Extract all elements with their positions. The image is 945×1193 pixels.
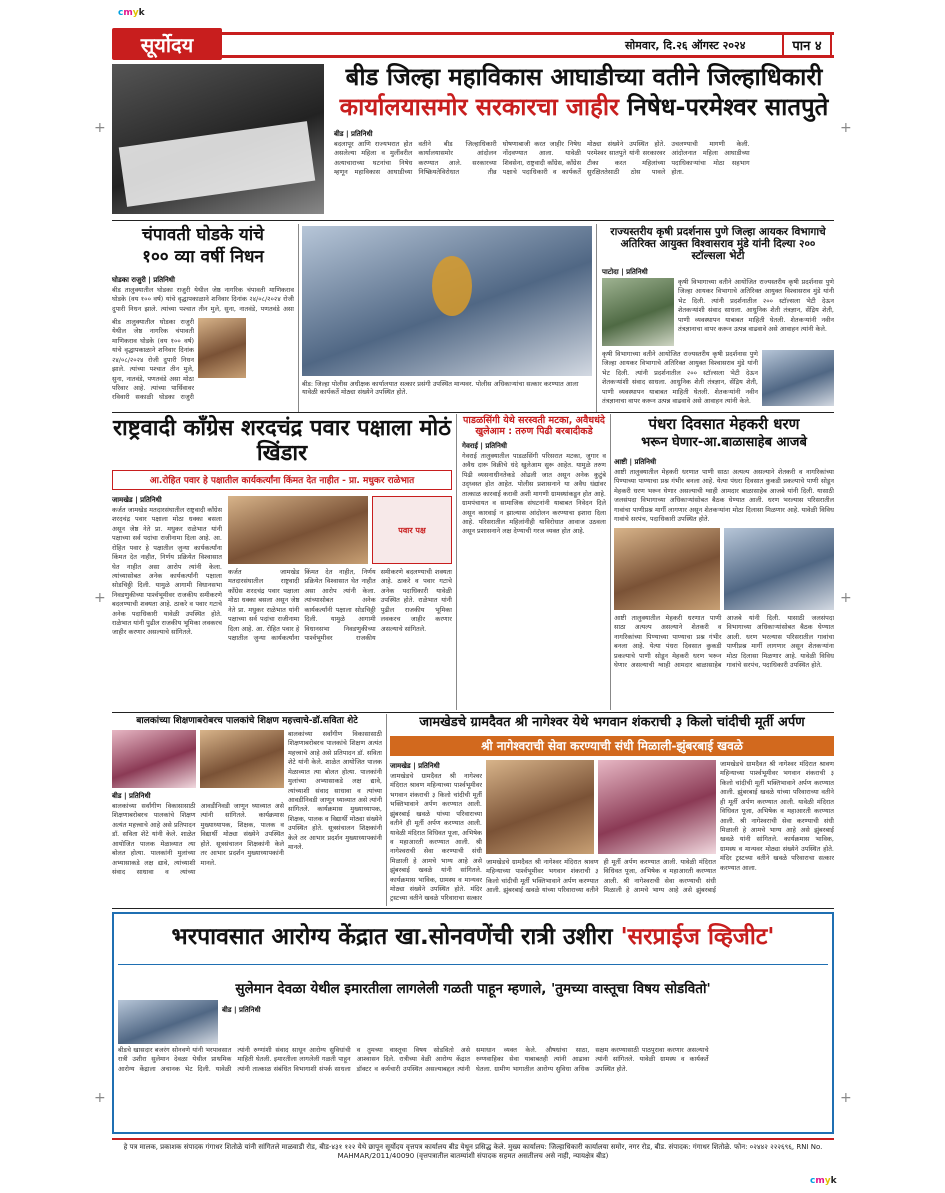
obituary-portrait — [198, 318, 246, 378]
education-headline: बालकांच्या शिक्षणाबरोबरच पालकांचे शिक्षण महत्त्वाचे-डॉ.सविता शेटे — [136, 716, 358, 726]
ncp-meeting-photo — [228, 496, 368, 564]
saraswati-headline: पाडळसिंगी येथे सरस्वती मटका, अवैधधंदे खुलेआम : तरुण पिढी बरबादीकडे — [463, 415, 605, 437]
lead-headline-line2 — [334, 94, 834, 122]
divider — [118, 964, 828, 965]
temple-body-col3: जामखेडचे ग्रामदैवत श्री नागेश्वर मंदिरात श्रावण महिन्याच्या पार्श्वभूमीवर भगवान शंकराची ३ किलो चांदीची मूर्ती भक्तिभावाने अर्पण करण्यात आली. झुंबरबाई खवळे यांच्या परिवाराच्या वतीने ही मूर्ती अर्पण करण्यात आली. यावेळी मंदिरात विधिवत पूजा, अभिषेक व महाआरती करण्यात आली. श्री नागेश्वराची सेवा करण्याची संधी मिळाली हे आमचे भाग्य आहे असे झुंबरबाई खवळे यांनी सांगितले. कार्यक्रमास भाविक, ग्रामस्थ व मान्यवर मोठ्या संख्येने उपस्थित होते. मंदिर ट्रस्टच्या वतीने खवळे परिवाराचा सत्कार करण्यात आला. — [720, 760, 834, 872]
center-felicitation-photo — [302, 226, 592, 376]
dam-body: आष्टी तालुक्यातील मेहकरी धरणात पाणी साठा अत्यल्प असल्याने शेतकरी व नागरिकांच्या पिण्याच्या पाण्याचा प्रश्न गंभीर बनला आहे. येत्या पंधरा दिवसात कुकडी प्रकल्पाचे पाणी सोडून मेहकरी धरण भरून घेणार असल्याची ग्वाही आमदार बाळासाहेब आजबे यांनी दिली. यासाठी जलसंपदा विभागाच्या अधिकाऱ्यांसोबत बैठक घेण्यात आली. धरण भरल्यास परिसरातील गावांचा पाणीप्रश्न मार्गी लागणार असून शेतकऱ्यांना मोठा दिलासा मिळणार आहे. यावेळी विविध गावांचे सरपंच, पदाधिकारी उपस्थित होते. — [614, 614, 834, 670]
education-photo-1 — [112, 730, 196, 788]
agri-byline: पाटोदा | प्रतिनिधी — [602, 268, 648, 276]
registration-mark-left-bottom: + — [94, 1090, 106, 1106]
ncp-body-col1: कर्जत जामखेड मतदारसंघातील राष्ट्रवादी काँग्रेस शरदचंद्र पवार पक्षाला मोठा धक्का बसला असून जेष्ठ नेते प्रा. मधुकर राळेभात यांनी पक्षाच्या सर्व पदांचा राजीनामा दिला आहे. आ. रोहित पवार हे पक्षातील जुन्या कार्यकर्त्यांना किंमत देत नाहीत, निर्णय प्रक्रियेत विश्वासात घेत नाहीत असा आरोप त्यांनी केला. त्यांच्यासोबत अनेक कार्यकर्त्यांनी पक्षाला सोडचिठ्ठी दिली. यामुळे आगामी विधानसभा निवडणुकीच्या पार्श्वभूमीवर राजकीय समीकरणे बदलण्याची शक्यता आहे. ठाकरे व पवार गटाचे अनेक पदाधिकारी यावेळी उपस्थित होते. राळेभात यांनी पुढील राजकीय भूमिका लवकरच जाहीर करणार असल्याचे सांगितले. — [112, 506, 222, 637]
column-rule — [610, 414, 611, 710]
ncp-body-col2: कर्जत जामखेड मतदारसंघातील राष्ट्रवादी काँग्रेस शरदचंद्र पवार पक्षाला मोठा धक्का बसला असून जेष्ठ नेते प्रा. मधुकर राळेभात यांनी पक्षाच्या सर्व पदांचा राजीनामा दिला आहे. आ. रोहित पवार हे पक्षातील जुन्या कार्यकर्त्यांना किंमत देत नाहीत, निर्णय प्रक्रियेत विश्वासात घेत नाहीत असा आरोप त्यांनी केला. त्यांच्यासोबत अनेक कार्यकर्त्यांनी पक्षाला सोडचिठ्ठी दिली. यामुळे आगामी विधानसभा निवडणुकीच्या पार्श्वभूमीवर राजकीय समीकरणे बदलण्याची शक्यता आहे. ठाकरे व पवार गटाचे अनेक पदाधिकारी यावेळी उपस्थित होते. राळेभात यांनी पुढील राजकीय भूमिका लवकरच जाहीर करणार असल्याचे सांगितले. — [228, 568, 452, 642]
obituary-byline: घोडका राजुरी | प्रतिनिधी — [112, 276, 175, 284]
registration-mark-right-bottom: + — [840, 1090, 852, 1106]
column-rule — [456, 414, 457, 710]
dam-headline-line2: भरून घेणार-आ.बाळासाहेब आजबे — [641, 435, 807, 450]
temple-headline: जामखेडचे ग्रामदैवत श्री नागेश्वर येथे भगवान शंकराची ३ किलो चांदीची मूर्ती अर्पण — [419, 715, 805, 730]
center-photo-caption: बीड: जिल्हा पोलीस अधीक्षक कार्यालयात सत्कार प्रसंगी उपस्थित मान्यवर. पोलीस अधिकाऱ्यांचा सत्कार करण्यात आला यावेळी कार्यकर्ते मोठ्या संख्येने उपस्थित होते. — [302, 380, 579, 397]
health-body: बीडचे खासदार बजरंग सोनवणे यांनी भरपावसात रात्री उशीरा सुलेमान देवळा येथील प्राथमिक आरोग्य केंद्राला अचानक भेट दिली. यावेळी त्यांनी रुग्णांशी संवाद साधून आरोग्य सुविधांची माहिती घेतली. इमारतीला लागलेली गळती पाहून त्यांनी तात्काळ संबंधित विभागाशी संपर्क साधला व तुमच्या वास्तूचा विषय सोडवितो असे आश्वासन दिले. रात्रीच्या वेळी आरोग्य केंद्रात डॉक्टर व कर्मचारी उपस्थित असल्याबद्दल त्यांनी समाधान व्यक्त केले. औषधांचा साठा, रुग्णवाहिका सेवा याबाबतही त्यांनी आढावा घेतला. ग्रामीण भागातील आरोग्य सुविधा अधिक सक्षम करण्यासाठी पाठपुरावा करणार असल्याचे त्यांनी सांगितले. यावेळी ग्रामस्थ व कार्यकर्ते उपस्थित होते. — [118, 1046, 709, 1073]
obituary-body-top: बीड तालुक्यातील घोडका राजुरी येथील जेष्ठ नागरिक चंपावती माणिकराव घोडके (वय १०० वर्ष) यांचे वृद्धापकाळाने शनिवार दिनांक २४/०८/२०२४ रोजी दुपारी निधन झाले. त्यांच्या पश्चात तीन मुले, सुना, नातवंडे, पणतवंडे असा — [112, 286, 294, 313]
lead-body: बदलापूर आणि राज्यभरात होत असलेल्या महिला व मुलींवरील अत्याचाराच्या घटनांचा निषेध म्हणून महाविकास आघाडीच्या वतीने बीड जिल्हाधिकारी कार्यालयासमोर आंदोलन करण्यात आले. सरकारच्या निष्क्रियतेविरोधात तीव्र घोषणाबाजी करत जाहीर निषेध नोंदवण्यात आला. यावेळी शिवसेना, राष्ट्रवादी काँग्रेस, काँग्रेस पक्षाचे पदाधिकारी व कार्यकर्ते मोठ्या संख्येने उपस्थित होते. परमेश्वर सातपुते यांनी सरकारवर टीका करत महिलांच्या सुरक्षिततेसाठी ठोस पावले उचलण्याची मागणी केली. आंदोलनात महिला आघाडीच्या पदाधिकाऱ्यांचा मोठा सहभाग होता. — [334, 140, 750, 177]
temple-body-col2: जामखेडचे ग्रामदैवत श्री नागेश्वर मंदिरात श्रावण महिन्याच्या पार्श्वभूमीवर भगवान शंकराची ३ किलो चांदीची मूर्ती भक्तिभावाने अर्पण करण्यात आली. झुंबरबाई खवळे यांच्या परिवाराच्या वतीने ही मूर्ती अर्पण करण्यात आली. यावेळी मंदिरात विधिवत पूजा, अभिषेक व महाआरती करण्यात आली. श्री नागेश्वराची सेवा करण्याची संधी मिळाली हे आमचे भाग्य आहे असे झुंबरबाई — [486, 858, 716, 895]
health-headline — [118, 924, 828, 950]
temple-byline: जामखेड | प्रतिनिधी — [390, 762, 440, 770]
column-rule — [386, 714, 387, 906]
agri-headline: राज्यस्तरीय कृषी प्रदर्शनास पुणे जिल्हा आयकर विभागाचे अतिरिक्त आयुक्त विश्वासराव मुंडे यांनी दिल्या २०० स्टॉल्सला भेटी — [610, 226, 826, 263]
divider — [112, 712, 834, 713]
temple-subhead: श्री नागेश्वराची सेवा करण्याची संधी मिळाली-झुंबरबाई खवळे — [390, 736, 834, 756]
agri-photo-1 — [602, 278, 674, 346]
divider — [112, 220, 834, 221]
imprint-footer: हे पत्र मालक, प्रकाशक संपादक गंगाधर शितोळे यांनी सांगितले माळवाडी रोड, बीड-४३१ १२२ येथे छापून सूर्योदय वृत्तपत्र कार्यालय बीड येथून प्रसिद्ध केले. मुख्य कार्यालय: जिल्हाधिकारी कार्यालया समोर, नगर रोड, बीड. संपादक: गंगाधर शितोळे. फोन: ०२४४२ २२२६९६, RNI No. MAHMAR/2011/40090 (वृत्तपत्रातील बातम्यांशी संपादक सहमत असतीलच असे नाही, न्यायक्षेत्र बीड) — [112, 1138, 834, 1172]
dam-body-top: आष्टी तालुक्यातील मेहकरी धरणात पाणी साठा अत्यल्प असल्याने शेतकरी व नागरिकांच्या पिण्याच्या पाण्याचा प्रश्न गंभीर बनला आहे. येत्या पंधरा दिवसात कुकडी प्रकल्पाचे पाणी सोडून मेहकरी धरण भरून घेणार असल्याची ग्वाही आमदार बाळासाहेब आजबे यांनी दिली. यासाठी जलसंपदा विभागाच्या अधिकाऱ्यांसोबत बैठक घेण्यात आली. धरण भरल्यास परिसरातील गावांचा पाणीप्रश्न मार्गी लागणार असून शेतकऱ्यांना मोठा दिलासा मिळणार आहे. यावेळी विविध गावांचे सरपंच, पदाधिकारी उपस्थित होते. — [614, 468, 834, 524]
page-number: पान ४ — [782, 32, 832, 58]
lead-headline-part-b: निषेध-परमेश्वर सातपुते — [627, 93, 829, 121]
obituary-headline-line2: १०० व्या वर्षी निधन — [142, 247, 264, 267]
education-photo-2 — [200, 730, 284, 788]
lead-headline-line1: बीड जिल्हा महाविकास आघाडीच्या वतीने जिल्हाधिकारी — [345, 63, 823, 91]
health-headline-part-b: 'सरप्राईज व्हिजीट' — [620, 924, 775, 950]
lead-protest-photo — [112, 64, 324, 214]
registration-mark-right-mid: + — [840, 590, 852, 606]
ncp-poster: पवार पक्ष — [372, 496, 452, 564]
agri-body-1: कृषी विभागाच्या वतीने आयोजित राज्यस्तरीय कृषी प्रदर्शनास पुणे जिल्हा आयकर विभागाचे अतिरिक्त आयुक्त विश्वासराव मुंडे यांनी भेट दिली. त्यांनी प्रदर्शनातील २०० स्टॉल्सला भेटी देऊन शेतकऱ्यांशी संवाद साधला. आधुनिक शेती तंत्रज्ञान, सेंद्रिय शेती, पाणी व्यवस्थापन याबाबत माहिती घेतली. शेतकऱ्यांनी नवीन तंत्रज्ञानाचा वापर करून उत्पन्न वाढवावे असे आवाहन त्यांनी केले. — [678, 278, 834, 334]
divider — [112, 412, 834, 413]
dam-headline-line1: पंधरा दिवसात मेहकरी धरण — [648, 415, 800, 433]
saraswati-byline: गेवराई | प्रतिनिधी — [462, 442, 507, 450]
temple-body-col1: जामखेडचे ग्रामदैवत श्री नागेश्वर मंदिरात श्रावण महिन्याच्या पार्श्वभूमीवर भगवान शंकराची ३ किलो चांदीची मूर्ती भक्तिभावाने अर्पण करण्यात आली. झुंबरबाई खवळे यांच्या परिवाराच्या वतीने ही मूर्ती अर्पण करण्यात आली. यावेळी मंदिरात विधिवत पूजा, अभिषेक व महाआरती करण्यात आली. श्री नागेश्वराची सेवा करण्याची संधी मिळाली हे आमचे भाग्य आहे असे झुंबरबाई खवळे यांनी सांगितले. कार्यक्रमास भाविक, ग्रामस्थ व मान्यवर मोठ्या संख्येने उपस्थित होते. मंदिर ट्रस्टच्या वतीने खवळे परिवाराचा सत्कार — [390, 772, 482, 902]
registration-mark-right-top: + — [840, 120, 852, 136]
newspaper-logo: सूर्योदय — [112, 28, 222, 60]
column-rule — [596, 224, 597, 412]
obituary-body: बीड तालुक्यातील घोडका राजुरी येथील जेष्ठ नागरिक चंपावती माणिकराव घोडके (वय १०० वर्ष) यांचे वृद्धापकाळाने शनिवार दिनांक २४/०८/२०२४ रोजी दुपारी निधन झाले. त्यांच्या पश्चात तीन मुले, सुना, नातवंडे, पणतवंडे असा मोठा परिवार आहे. त्यांच्या पार्थिवावर रविवारी सकाळी घोडका राजुरी — [112, 318, 194, 402]
health-byline: बीड | प्रतिनिधी — [222, 1006, 261, 1014]
temple-photo-1 — [486, 760, 594, 854]
education-body-col1: बालकांच्या सर्वांगीण विकासासाठी शिक्षणाबरोबरच पालकांचे शिक्षण अत्यंत महत्त्वाचे आहे असे प्रतिपादन डॉ. सविता शेटे यांनी केले. शाळेत आयोजित पालक मेळाव्यात त्या बोलत होत्या. पालकांनी मुलांच्या अभ्यासाकडे लक्ष द्यावे, त्यांच्याशी संवाद साधावा व त्यांच्या आवडीनिवडी जाणून घ्याव्यात असे त्यांनी सांगितले. कार्यक्रमास मुख्याध्यापक, शिक्षक, पालक व विद्यार्थी मोठ्या संख्येने उपस्थित होते. सूत्रसंचालन शिक्षकांनी केले तर आभार प्रदर्शन मुख्याध्यापकांनी मानले. — [112, 802, 284, 876]
registration-mark-left-top: + — [94, 120, 106, 136]
education-body-col2: बालकांच्या सर्वांगीण विकासासाठी शिक्षणाबरोबरच पालकांचे शिक्षण अत्यंत महत्त्वाचे आहे असे प्रतिपादन डॉ. सविता शेटे यांनी केले. शाळेत आयोजित पालक मेळाव्यात त्या बोलत होत्या. पालकांनी मुलांच्या अभ्यासाकडे लक्ष द्यावे, त्यांच्याशी संवाद साधावा व त्यांच्या आवडीनिवडी जाणून घ्याव्यात असे त्यांनी सांगितले. कार्यक्रमास मुख्याध्यापक, शिक्षक, पालक व विद्यार्थी मोठ्या संख्येने उपस्थित होते. सूत्रसंचालन शिक्षकांनी केले तर आभार प्रदर्शन मुख्याध्यापकांनी मानले. — [288, 730, 382, 852]
ncp-byline: जामखेड | प्रतिनिधी — [112, 496, 162, 504]
health-subhead: सुलेमान देवळा येथील इमारतीला लागलेली गळती पाहून म्हणाले, 'तुमच्या वास्तूचा विषय सोडवितो' — [235, 981, 711, 997]
ncp-subhead: आ.रोहित पवार हे पक्षातील कार्यकर्त्यांना किंमत देत नाहीत - प्रा. मधुकर राळेभात — [112, 470, 452, 490]
temple-photo-2 — [598, 760, 716, 854]
lead-headline-part-a: कार्यालयासमोर सरकारचा जाहीर — [339, 93, 628, 121]
dam-byline: आष्टी | प्रतिनिधी — [614, 458, 657, 466]
health-photo — [118, 1000, 218, 1044]
agri-photo-2 — [762, 350, 834, 406]
cmyk-mark-top: cmyk — [118, 8, 145, 18]
divider — [112, 908, 834, 909]
obituary-headline-line1: चंपावती घोडके यांचे — [142, 225, 264, 245]
dam-photo-1 — [614, 528, 720, 610]
issue-date: सोमवार, दि.२६ ऑगस्ट २०२४ — [625, 38, 746, 52]
cmyk-mark-bottom: cmyk — [810, 1176, 837, 1186]
column-rule — [298, 224, 299, 412]
health-headline-part-a: भरपावसात आरोग्य केंद्रात खा.सोनवणेंची रात्री उशीरा — [171, 924, 621, 950]
dam-photo-2 — [724, 528, 834, 610]
education-byline: बीड | प्रतिनिधी — [112, 792, 151, 800]
agri-body-2: कृषी विभागाच्या वतीने आयोजित राज्यस्तरीय कृषी प्रदर्शनास पुणे जिल्हा आयकर विभागाचे अतिरिक्त आयुक्त विश्वासराव मुंडे यांनी भेट दिली. त्यांनी प्रदर्शनातील २०० स्टॉल्सला भेटी देऊन शेतकऱ्यांशी संवाद साधला. आधुनिक शेती तंत्रज्ञान, सेंद्रिय शेती, पाणी व्यवस्थापन याबाबत माहिती घेतली. शेतकऱ्यांनी नवीन तंत्रज्ञानाचा वापर करून उत्पन्न वाढवावे असे आवाहन त्यांनी केले. — [602, 350, 758, 406]
ncp-headline: राष्ट्रवादी काँग्रेस शरदचंद्र पवार पक्षाला मोठं खिंडार — [113, 416, 451, 467]
registration-mark-left-mid: + — [94, 590, 106, 606]
lead-byline: बीड | प्रतिनिधी — [334, 130, 373, 138]
saraswati-body: गेवराई तालुक्यातील पाडळसिंगी परिसरात मटका, जुगार व अवैध दारू विक्रीचे धंदे खुलेआम सुरू आहेत. यामुळे तरुण पिढी व्यसनाधीनतेकडे ओढली जात असून अनेक कुटुंबे उद्ध्वस्त होत आहेत. पोलीस प्रशासनाने या अवैध धंद्यांवर तात्काळ कारवाई करावी अशी मागणी ग्रामस्थांकडून होत आहे. ग्रामपंचायत व सामाजिक संघटनांनी याबाबत निवेदन दिले असून कारवाई न झाल्यास आंदोलन करण्याचा इशारा दिला आहे. परिसरातील महिलांनीही याविरोधात आवाज उठवला असून प्रशासनाने लक्ष देण्याची गरज व्यक्त होत आहे. — [462, 452, 606, 536]
